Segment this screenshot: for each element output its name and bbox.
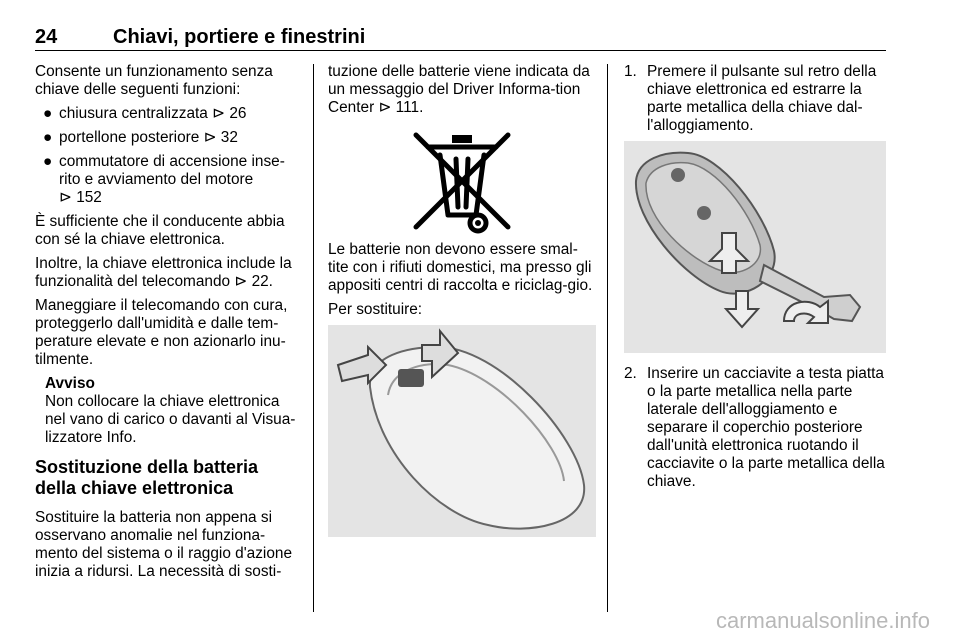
paragraph: Maneggiare il telecomando con cura, proteggerlo dall'umidità e dalle tem-perature elevate e non azionarlo inu-tilmente. <box>35 297 288 368</box>
ref-arrow-icon: ⊳ <box>59 189 72 206</box>
notice-title: Avviso <box>45 375 95 392</box>
step-text: Premere il pulsante sul retro della chiave elettronica ed estrarre la parte metallica della chiave dal-l'alloggiamento. <box>647 63 877 134</box>
paragraph: Sostituire la batteria non appena si osservano anomalie nel funziona-mento del sistema o il raggio d'azione inizia a ridursi. La necessità di sosti- <box>35 509 293 580</box>
column-divider <box>313 64 314 612</box>
column-middle <box>328 63 596 537</box>
bullet-icon: ● <box>43 153 53 170</box>
page-ref-link[interactable]: 111. <box>395 99 424 116</box>
step-text: Inserire un cacciavite a testa piatta o la parte metallica nella parte laterale dell'alloggiamento e separare il coperchio posteriore dall'unità elettronica ruotando il cacciavite o la parte metallica della chiave. <box>647 365 885 490</box>
page-number: 24 <box>35 26 58 48</box>
page-header <box>35 26 886 51</box>
site-watermark: carmanualsonline.info <box>715 608 930 633</box>
ref-arrow-icon: ⊳ <box>203 129 217 146</box>
list-item <box>624 365 888 491</box>
bullet-text: portellone posteriore <box>59 129 200 146</box>
intro-paragraph: Consente un funzionamento senza chiave delle seguenti funzioni: <box>35 63 273 98</box>
column-right <box>624 63 888 497</box>
list-item <box>35 129 300 147</box>
step-number: 2. <box>624 365 637 382</box>
page-ref-link[interactable]: 22. <box>251 273 273 290</box>
bullet-text: commutatore di accensione inse-rito e avviamento del motore <box>59 153 285 188</box>
notice-box <box>45 375 300 447</box>
paragraph: Per sostituire: <box>328 301 423 318</box>
list-item <box>35 105 300 123</box>
paragraph: tuzione delle batterie viene indicata da un messaggio del Driver Informa-tion Center ⊳ 111. <box>328 63 590 116</box>
list-item <box>35 153 300 207</box>
bullet-icon: ● <box>43 129 53 146</box>
notice-text: Non collocare la chiave elettronica nel vano di carico o davanti al Visua-lizzatore Info. <box>45 393 296 446</box>
ref-arrow-icon: ⊳ <box>212 105 226 122</box>
column-divider <box>607 64 608 612</box>
key-battery-cover-illustration <box>328 325 596 537</box>
key-blade-removal-illustration <box>624 141 886 353</box>
list-item <box>624 63 888 135</box>
bullet-icon: ● <box>43 105 53 122</box>
bullet-text: chiusura centralizzata <box>59 105 208 122</box>
page-ref-link[interactable]: 152 <box>76 189 102 206</box>
step-number: 1. <box>624 63 637 80</box>
paragraph: Le batterie non devono essere smal-tite con i rifiuti domestici, ma presso gli appositi centri di raccolta e riciclag-gio. <box>328 241 593 294</box>
page-title: Chiavi, portiere e finestrini <box>113 26 366 48</box>
page-ref-link[interactable]: 32 <box>220 129 238 146</box>
section-heading: Sostituzione della batteria della chiave elettronica <box>35 457 259 498</box>
page-ref-link[interactable]: 26 <box>229 105 247 122</box>
crossed-bin-icon <box>328 123 596 241</box>
paragraph: Inoltre, la chiave elettronica include la funzionalità del telecomando ⊳ 22. <box>35 255 292 290</box>
ref-arrow-icon: ⊳ <box>234 273 248 290</box>
ref-arrow-icon: ⊳ <box>378 99 392 116</box>
paragraph: È sufficiente che il conducente abbia con sé la chiave elettronica. <box>35 213 285 248</box>
column-left <box>35 63 300 587</box>
